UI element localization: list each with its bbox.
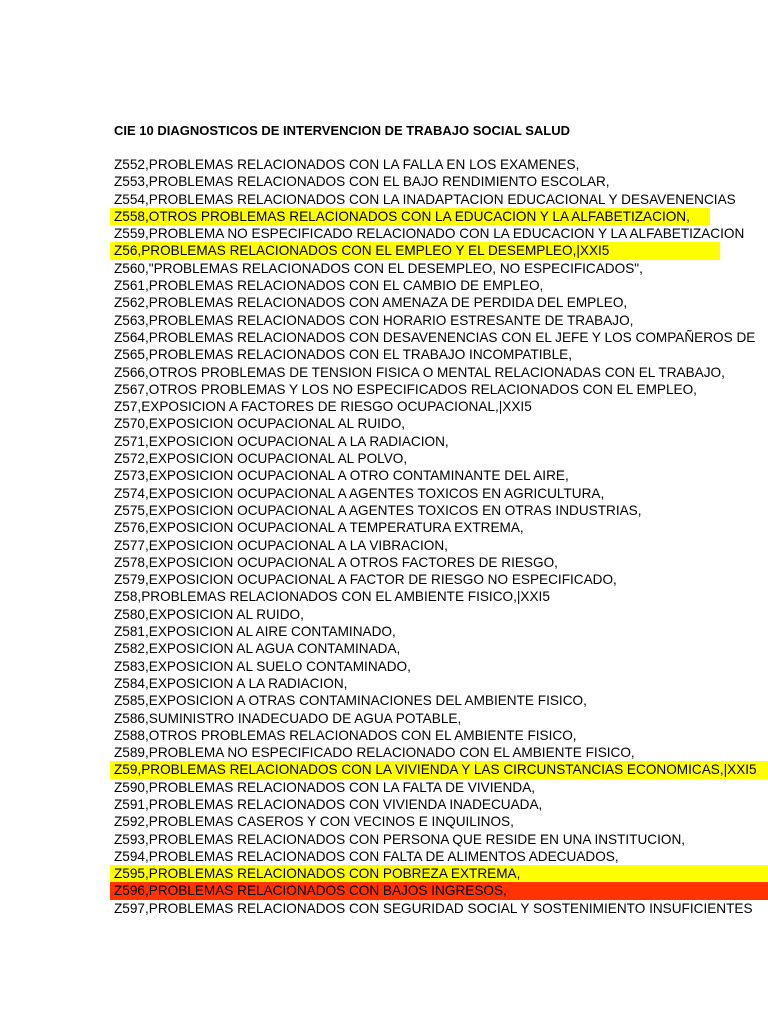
diagnosis-row: Z595,PROBLEMAS RELACIONADOS CON POBREZA EXTREMA, [110,865,768,882]
diagnosis-row: Z597,PROBLEMAS RELACIONADOS CON SEGURIDAD SOCIAL Y SOSTENIMIENTO INSUFICIENTES [114,900,753,916]
diagnosis-row: Z582,EXPOSICION AL AGUA CONTAMINADA, [114,641,401,657]
diagnosis-row: Z580,EXPOSICION AL RUIDO, [114,606,304,622]
diagnosis-row: Z563,PROBLEMAS RELACIONADOS CON HORARIO ESTRESANTE DE TRABAJO, [114,312,634,328]
diagnosis-row: Z574,EXPOSICION OCUPACIONAL A AGENTES TOXICOS EN AGRICULTURA, [114,485,605,501]
diagnosis-row: Z571,EXPOSICION OCUPACIONAL A LA RADIACION, [114,433,449,449]
diagnosis-row: Z562,PROBLEMAS RELACIONADOS CON AMENAZA DE PERDIDA DEL EMPLEO, [114,295,628,311]
diagnosis-row: Z567,OTROS PROBLEMAS Y LOS NO ESPECIFICADOS RELACIONADOS CON EL EMPLEO, [114,381,697,397]
diagnosis-row: Z553,PROBLEMAS RELACIONADOS CON EL BAJO RENDIMIENTO ESCOLAR, [114,174,610,190]
diagnosis-list [110,156,768,917]
diagnosis-row: Z59,PROBLEMAS RELACIONADOS CON LA VIVIENDA Y LAS CIRCUNSTANCIAS ECONOMICAS,|XXI5 [110,761,768,778]
diagnosis-row: Z584,EXPOSICION A LA RADIACION, [114,675,348,691]
diagnosis-row: Z58,PROBLEMAS RELACIONADOS CON EL AMBIENTE FISICO,|XXI5 [114,589,550,605]
diagnosis-row: Z588,OTROS PROBLEMAS RELACIONADOS CON EL AMBIENTE FISICO, [114,727,577,743]
diagnosis-row: Z561,PROBLEMAS RELACIONADOS CON EL CAMBIO DE EMPLEO, [114,278,544,294]
diagnosis-row: Z558,OTROS PROBLEMAS RELACIONADOS CON LA EDUCACION Y LA ALFABETIZACION, [110,208,710,225]
diagnosis-row: Z554,PROBLEMAS RELACIONADOS CON LA INADAPTACION EDUCACIONAL Y DESAVENENCIAS [114,191,736,207]
diagnosis-row: Z592,PROBLEMAS CASEROS Y CON VECINOS E INQUILINOS, [114,814,514,830]
diagnosis-row: Z579,EXPOSICION OCUPACIONAL A FACTOR DE RIESGO NO ESPECIFICADO, [114,572,617,588]
diagnosis-row: Z576,EXPOSICION OCUPACIONAL A TEMPERATURA EXTREMA, [114,520,524,536]
diagnosis-row: Z594,PROBLEMAS RELACIONADOS CON FALTA DE ALIMENTOS ADECUADOS, [114,848,619,864]
diagnosis-row: Z590,PROBLEMAS RELACIONADOS CON LA FALTA DE VIVIENDA, [114,779,536,795]
diagnosis-row: Z586,SUMINISTRO INADECUADO DE AGUA POTABLE, [114,710,462,726]
diagnosis-row: Z596,PROBLEMAS RELACIONADOS CON BAJOS INGRESOS, [110,882,768,899]
diagnosis-row: Z559,PROBLEMA NO ESPECIFICADO RELACIONADO CON LA EDUCACION Y LA ALFABETIZACION [114,226,745,242]
diagnosis-row: Z583,EXPOSICION AL SUELO CONTAMINADO, [114,658,411,674]
diagnosis-row: Z581,EXPOSICION AL AIRE CONTAMINADO, [114,624,396,640]
diagnosis-row: Z575,EXPOSICION OCUPACIONAL A AGENTES TOXICOS EN OTRAS INDUSTRIAS, [114,502,642,518]
diagnosis-row: Z577,EXPOSICION OCUPACIONAL A LA VIBRACION, [114,537,448,553]
diagnosis-row: Z572,EXPOSICION OCUPACIONAL AL POLVO, [114,451,408,467]
diagnosis-row: Z56,PROBLEMAS RELACIONADOS CON EL EMPLEO Y EL DESEMPLEO,|XXI5 [110,242,720,259]
diagnosis-row: Z573,EXPOSICION OCUPACIONAL A OTRO CONTAMINANTE DEL AIRE, [114,468,569,484]
diagnosis-row: Z589,PROBLEMA NO ESPECIFICADO RELACIONADO CON EL AMBIENTE FISICO, [114,745,635,761]
document-title: CIE 10 DIAGNOSTICOS DE INTERVENCION DE TRABAJO SOCIAL SALUD [114,123,571,138]
diagnosis-row: Z585,EXPOSICION A OTRAS CONTAMINACIONES DEL AMBIENTE FISICO, [114,693,587,709]
diagnosis-row: Z578,EXPOSICION OCUPACIONAL A OTROS FACTORES DE RIESGO, [114,554,558,570]
diagnosis-row: Z57,EXPOSICION A FACTORES DE RIESGO OCUPACIONAL,|XXI5 [114,399,532,415]
diagnosis-row: Z591,PROBLEMAS RELACIONADOS CON VIVIENDA INADECUADA, [114,796,543,812]
diagnosis-row: Z593,PROBLEMAS RELACIONADOS CON PERSONA QUE RESIDE EN UNA INSTITUCION, [114,831,686,847]
diagnosis-row: Z552,PROBLEMAS RELACIONADOS CON LA FALLA EN LOS EXAMENES, [114,157,580,172]
diagnosis-row: Z560,"PROBLEMAS RELACIONADOS CON EL DESEMPLEO, NO ESPECIFICADOS", [114,260,643,276]
diagnosis-row: Z566,OTROS PROBLEMAS DE TENSION FISICA O MENTAL RELACIONADAS CON EL TRABAJO, [114,364,725,380]
diagnosis-row: Z564,PROBLEMAS RELACIONADOS CON DESAVENENCIAS CON EL JEFE Y LOS COMPAÑEROS DE [114,329,756,345]
diagnosis-row: Z565,PROBLEMAS RELACIONADOS CON EL TRABAJO INCOMPATIBLE, [114,347,573,363]
diagnosis-row: Z570,EXPOSICION OCUPACIONAL AL RUIDO, [114,416,406,432]
